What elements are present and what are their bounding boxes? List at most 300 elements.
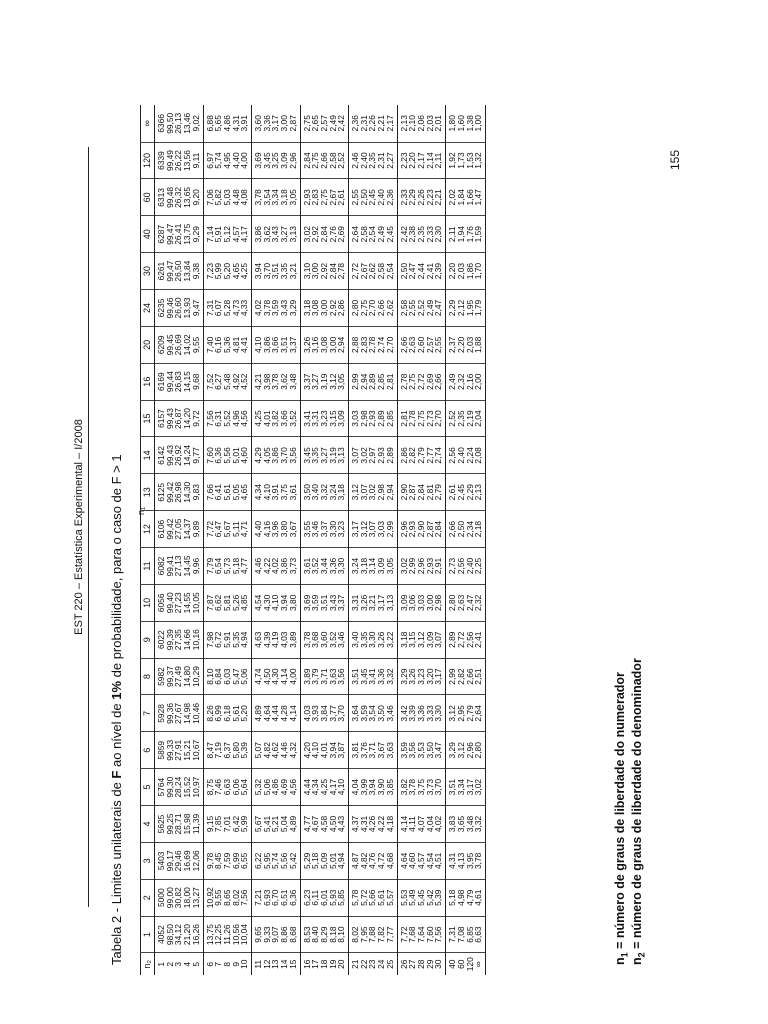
f-value: 8,18 <box>327 926 338 943</box>
f-value: 5,74 <box>270 852 281 870</box>
value-cell <box>203 216 252 253</box>
f-value: 3,18 <box>336 484 347 501</box>
f-value: 4,65 <box>239 484 250 501</box>
f-value: 2,80 <box>473 742 484 759</box>
f-value: 2,55 <box>433 336 444 353</box>
f-value: 5,07 <box>253 742 264 759</box>
n2-label: 21 <box>350 959 361 969</box>
f-value: 2,99 <box>407 557 418 575</box>
f-value: 27,23 <box>173 592 184 614</box>
value-cell <box>397 695 446 732</box>
f-value: 4,69 <box>279 778 290 796</box>
f-value: 3,50 <box>424 742 435 759</box>
f-value: 3,00 <box>279 115 290 132</box>
f-value: 6,22 <box>253 852 264 870</box>
value-cell <box>349 658 398 695</box>
f-value: 4,81 <box>230 336 241 353</box>
f-value: 2,40 <box>376 189 387 206</box>
f-value: 3,36 <box>261 115 272 132</box>
f-value: 26,50 <box>173 260 184 282</box>
f-value: 4,39 <box>261 631 272 648</box>
f-value: 99,46 <box>164 297 175 319</box>
f-value: 4,16 <box>261 520 272 538</box>
f-value: 2,03 <box>464 336 475 353</box>
f-value: 2,50 <box>455 520 466 538</box>
n2-label: 12 <box>261 959 272 969</box>
f-value: 2,36 <box>350 115 361 132</box>
f-value: 5,42 <box>424 889 435 906</box>
f-value: 1,32 <box>473 152 484 169</box>
table-row-group <box>155 105 204 975</box>
n2-label: 23 <box>367 959 378 969</box>
f-value: 5,82 <box>213 189 224 206</box>
f-value: 3,93 <box>310 705 321 722</box>
f-value: 6,99 <box>230 852 241 870</box>
f-value: 3,30 <box>433 705 444 722</box>
f-value: 99,33 <box>164 739 175 761</box>
f-value: 2,98 <box>376 484 387 501</box>
value-cell <box>446 548 486 585</box>
f-value: 4,02 <box>270 557 281 575</box>
f-value: 2,47 <box>433 299 444 317</box>
value-cell <box>397 548 446 585</box>
f-value: 3,56 <box>407 742 418 759</box>
value-cell <box>155 769 204 806</box>
f-value: 4,07 <box>415 815 426 833</box>
f-value: 3,98 <box>261 373 272 390</box>
f-value: 3,12 <box>358 520 369 538</box>
f-value: 3,09 <box>376 557 387 575</box>
n2-label: 17 <box>310 959 321 969</box>
f-value: 28,71 <box>173 813 184 835</box>
f-value: 2,83 <box>358 336 369 353</box>
value-cell <box>203 179 252 216</box>
f-value: 3,32 <box>384 668 395 685</box>
page-number: 155 <box>668 149 682 171</box>
f-value: 98,50 <box>164 924 175 946</box>
f-value: 2,69 <box>424 373 435 390</box>
n2-label: 9 <box>230 961 241 967</box>
value-cell <box>300 363 349 400</box>
value-cell <box>300 142 349 179</box>
f-value: 3,75 <box>415 778 426 796</box>
f-value: 3,02 <box>358 447 369 464</box>
value-cell <box>155 695 204 732</box>
f-value: 3,51 <box>318 594 329 611</box>
legend-n2-text: = número de graus de liberdade do denominador <box>630 658 644 953</box>
f-value: 99,17 <box>164 850 175 872</box>
f-value: 10,56 <box>230 924 241 946</box>
f-value: 6339 <box>156 151 166 170</box>
f-value: 2,72 <box>455 631 466 648</box>
value-cell <box>300 400 349 437</box>
f-value: 2,81 <box>384 373 395 390</box>
f-value: 3,69 <box>301 594 312 611</box>
f-value: 30,82 <box>173 887 184 909</box>
f-value: 3,05 <box>336 373 347 390</box>
f-value: 9,68 <box>190 373 201 390</box>
f-value: 5,73 <box>221 557 232 575</box>
f-value: 4,33 <box>239 299 250 317</box>
f-value: 3,17 <box>350 520 361 538</box>
f-value: 2,73 <box>447 557 458 575</box>
f-value: 2,74 <box>433 447 444 464</box>
f-value: 6,93 <box>261 889 272 906</box>
f-value: 2,47 <box>464 594 475 611</box>
value-cell <box>446 179 486 216</box>
n2-label: 26 <box>398 959 409 969</box>
f-value: 2,29 <box>464 484 475 501</box>
f-value: 5,53 <box>398 889 409 906</box>
f-value: 4,10 <box>253 336 264 353</box>
f-value: 3,35 <box>279 262 290 280</box>
value-cell <box>446 253 486 290</box>
value-cell <box>300 879 349 916</box>
f-value: 3,26 <box>358 594 369 611</box>
f-value: 8,86 <box>279 926 290 943</box>
f-value: 4,10 <box>336 778 347 796</box>
column-header: 6 <box>141 732 155 769</box>
f-value: 2,67 <box>327 189 338 206</box>
f-value: 1,95 <box>464 299 475 317</box>
f-value: 5,67 <box>253 815 264 833</box>
f-value: 2,77 <box>424 447 435 464</box>
f-value: 9,55 <box>190 336 201 353</box>
f-value: 2,40 <box>464 557 475 575</box>
f-value: 5,06 <box>239 668 250 685</box>
f-value: 4,94 <box>239 631 250 648</box>
f-value: 2,93 <box>407 520 418 538</box>
n2-label: 1 <box>156 961 166 967</box>
f-value: 6,42 <box>230 815 241 833</box>
value-cell <box>349 916 398 953</box>
f-value: 3,02 <box>301 226 312 243</box>
f-value: 13,75 <box>204 924 215 946</box>
f-value: 3,82 <box>398 778 409 796</box>
value-cell <box>155 584 204 621</box>
f-value: 6,18 <box>221 705 232 722</box>
f-value: 4,52 <box>239 373 250 390</box>
f-value: 2,54 <box>384 262 395 280</box>
f-value: 5,03 <box>221 189 232 206</box>
f-value: 6,99 <box>213 705 224 722</box>
f-value: 5,91 <box>221 631 232 648</box>
value-cell <box>300 105 349 142</box>
n2-labels-cell <box>397 953 446 975</box>
f-value: 6,31 <box>213 410 224 427</box>
n2-label: 120 <box>464 957 475 972</box>
f-value: 9,20 <box>190 189 201 206</box>
value-cell <box>252 437 301 474</box>
f-value: 2,29 <box>447 299 458 317</box>
f-value: 6,88 <box>204 115 215 132</box>
f-value: 7,64 <box>415 926 426 943</box>
title-suffix: de probabilidade, para o caso de F > 1 <box>109 454 124 681</box>
f-value: 4,40 <box>253 520 264 538</box>
f-value: 2,94 <box>358 373 369 390</box>
f-value: 7,56 <box>433 926 444 943</box>
f-value: 3,37 <box>287 336 298 353</box>
f-value: 4,29 <box>253 447 264 464</box>
f-value: 4,25 <box>253 410 264 427</box>
f-value: 3,69 <box>253 152 264 169</box>
f-value: 2,91 <box>433 557 444 575</box>
f-value: 4,50 <box>327 815 338 833</box>
f-value: 13,84 <box>182 260 193 282</box>
f-value: 3,76 <box>358 742 369 759</box>
value-cell <box>300 658 349 695</box>
f-value: 2,10 <box>407 115 418 132</box>
f-value: 8,45 <box>213 852 224 870</box>
value-cell <box>397 621 446 658</box>
table-header-row <box>141 105 155 975</box>
value-cell <box>300 216 349 253</box>
f-value: 26,98 <box>173 481 184 503</box>
f-value: 3,66 <box>270 336 281 353</box>
value-cell <box>252 842 301 879</box>
f-value: 9,38 <box>190 262 201 280</box>
f-value: 2,70 <box>384 336 395 353</box>
f-value: 14,55 <box>182 592 193 614</box>
n2-label: 18 <box>318 959 329 969</box>
f-value: 2,78 <box>336 262 347 280</box>
f-value: 5,72 <box>358 889 369 906</box>
f-value: 3,61 <box>301 557 312 575</box>
f-value: 2,75 <box>358 299 369 317</box>
n2-label: 8 <box>221 961 232 967</box>
f-value: 7,82 <box>376 926 387 943</box>
f-value: 2,92 <box>318 262 329 280</box>
value-cell <box>252 179 301 216</box>
f-value: 2,50 <box>358 189 369 206</box>
f-value: 8,10 <box>204 668 215 685</box>
f-value: 3,73 <box>424 778 435 796</box>
n2-label: 7 <box>213 961 224 967</box>
f-value: 2,42 <box>336 115 347 132</box>
f-value: 6,23 <box>301 889 312 906</box>
f-value: 13,65 <box>182 186 193 208</box>
f-value: 3,23 <box>318 410 329 427</box>
f-value: 2,73 <box>424 410 435 427</box>
f-value: 3,17 <box>433 668 444 685</box>
f-value: 29,46 <box>173 850 184 872</box>
f-value: 14,30 <box>182 481 193 503</box>
f-value: 5,28 <box>221 299 232 317</box>
value-cell <box>446 769 486 806</box>
value-cell <box>155 511 204 548</box>
f-value: 2,89 <box>376 410 387 427</box>
f-value: 5403 <box>156 851 166 871</box>
f-value: 4,14 <box>398 815 409 833</box>
value-cell <box>155 621 204 658</box>
value-cell <box>397 511 446 548</box>
value-cell <box>446 363 486 400</box>
n2-label: 2 <box>164 961 175 967</box>
f-value: 4,89 <box>287 815 298 833</box>
f-value: 3,43 <box>327 594 338 611</box>
f-value: 6366 <box>156 113 166 133</box>
value-cell <box>203 326 252 363</box>
f-value: 2,86 <box>398 447 409 464</box>
f-value: 6,06 <box>230 778 241 796</box>
f-value: 3,65 <box>455 815 466 833</box>
f-value: 2,89 <box>384 447 395 464</box>
f-value: 3,94 <box>253 262 264 280</box>
f-value: 3,83 <box>447 815 458 833</box>
value-cell <box>252 105 301 142</box>
f-value: 7,31 <box>447 926 458 943</box>
f-value: 5859 <box>156 740 166 760</box>
value-cell <box>203 695 252 732</box>
f-value: 5,42 <box>287 852 298 870</box>
f-value: 4,14 <box>287 705 298 722</box>
n2-label: 16 <box>301 959 312 969</box>
f-value: 4,87 <box>350 852 361 870</box>
value-cell <box>300 842 349 879</box>
f-value: 2,35 <box>415 226 426 243</box>
f-value: 99,36 <box>164 702 175 724</box>
f-value: 2,93 <box>424 557 435 575</box>
legend-n1-text: = número de graus de liberdade do numerador <box>613 672 627 953</box>
f-value: 5982 <box>156 667 166 686</box>
value-cell <box>397 474 446 511</box>
f-value: 3,34 <box>455 778 466 796</box>
f-value: 3,13 <box>384 594 395 611</box>
f-value: 4,41 <box>239 336 250 353</box>
f-value: 3,52 <box>327 631 338 648</box>
value-cell <box>252 253 301 290</box>
legend-n2-sub: 2 <box>636 952 647 958</box>
f-value: 3,48 <box>287 373 298 390</box>
f-value: 10,16 <box>190 629 201 651</box>
f-value: 6056 <box>156 593 166 613</box>
value-cell <box>155 363 204 400</box>
f-value: 5,18 <box>447 889 458 906</box>
f-value: 2,55 <box>407 299 418 317</box>
f-value: 3,10 <box>301 262 312 280</box>
f-value: 8,47 <box>204 742 215 759</box>
f-value: 3,63 <box>384 742 395 759</box>
f-value: 3,02 <box>473 778 484 796</box>
value-cell <box>446 879 486 916</box>
f-value: 2,64 <box>473 705 484 722</box>
f-value: 3,86 <box>253 226 264 243</box>
f-value: 9,78 <box>204 852 215 870</box>
f-value: 4,37 <box>350 815 361 833</box>
f-value: 2,12 <box>455 299 466 317</box>
title-prefix: Tabela 2 - Limites unilaterais de <box>109 778 124 965</box>
value-cell <box>446 658 486 695</box>
value-cell <box>203 658 252 695</box>
f-value: 2,14 <box>424 152 435 169</box>
f-value: 2,66 <box>464 668 475 685</box>
f-value: 5,06 <box>261 778 272 796</box>
f-value: 3,33 <box>424 705 435 722</box>
f-value: 6,97 <box>204 152 215 169</box>
f-value: 2,36 <box>384 189 395 206</box>
f-value: 11,39 <box>190 813 201 835</box>
value-cell <box>446 916 486 953</box>
f-value: 10,04 <box>239 924 250 946</box>
f-value: 3,29 <box>287 299 298 317</box>
f-value: 4,60 <box>407 852 418 870</box>
f-value: 7,46 <box>213 778 224 796</box>
f-value: 2,61 <box>336 189 347 206</box>
value-cell <box>252 584 301 621</box>
f-value: 2,92 <box>310 226 321 243</box>
f-value: 2,45 <box>367 189 378 206</box>
value-cell <box>349 548 398 585</box>
f-value: 14,20 <box>182 408 193 430</box>
f-value: 3,08 <box>310 299 321 317</box>
n2-label: 40 <box>447 959 458 969</box>
f-value: 8,40 <box>310 926 321 943</box>
f-value: 3,34 <box>270 189 281 206</box>
f-value: 26,22 <box>173 150 184 172</box>
f-value: 99,43 <box>164 408 175 430</box>
f-value: 26,13 <box>173 112 184 134</box>
f-value: 2,84 <box>415 484 426 501</box>
f-value: 4,00 <box>239 152 250 169</box>
f-value: 2,75 <box>301 115 312 132</box>
f-value: 2,23 <box>398 152 409 169</box>
f-value: 2,80 <box>447 594 458 611</box>
f-value: 5,99 <box>239 815 250 833</box>
f-value: 2,31 <box>376 152 387 169</box>
f-value: 10,67 <box>190 739 201 761</box>
f-value: 7,21 <box>253 889 264 906</box>
f-value: 99,45 <box>164 334 175 356</box>
value-cell <box>203 142 252 179</box>
value-cell <box>155 400 204 437</box>
f-value: 2,20 <box>455 336 466 353</box>
f-value: 1,70 <box>473 262 484 280</box>
f-value: 2,81 <box>398 410 409 427</box>
f-value: 2,45 <box>455 484 466 501</box>
f-value: 9,89 <box>190 520 201 538</box>
f-value: 10,92 <box>204 887 215 909</box>
column-header: 12 <box>141 511 155 548</box>
value-cell <box>203 474 252 511</box>
f-value: 2,40 <box>455 447 466 464</box>
f-value: 2,76 <box>327 226 338 243</box>
f-value: 3,59 <box>398 742 409 759</box>
f-value: 3,79 <box>310 668 321 685</box>
value-cell <box>203 916 252 953</box>
n2-label: 6 <box>204 961 215 967</box>
value-cell <box>349 216 398 253</box>
f-value: 5,91 <box>213 226 224 243</box>
value-cell <box>155 548 204 585</box>
f-value: 3,45 <box>261 152 272 169</box>
value-cell <box>300 584 349 621</box>
value-cell <box>349 769 398 806</box>
f-value: 6,36 <box>287 889 298 906</box>
n2-label: 15 <box>287 959 298 969</box>
f-value: 4,76 <box>367 852 378 870</box>
value-cell <box>349 474 398 511</box>
f-value: 7,72 <box>204 520 215 538</box>
f-value: 2,86 <box>336 299 347 317</box>
column-header: 9 <box>141 621 155 658</box>
f-value: 3,12 <box>455 742 466 759</box>
f-value: 2,70 <box>433 410 444 427</box>
f-value: 3,39 <box>407 705 418 722</box>
n2-label: 19 <box>327 959 338 969</box>
f-value: 6,55 <box>239 852 250 870</box>
f-value: 4,77 <box>301 815 312 833</box>
value-cell <box>155 290 204 327</box>
